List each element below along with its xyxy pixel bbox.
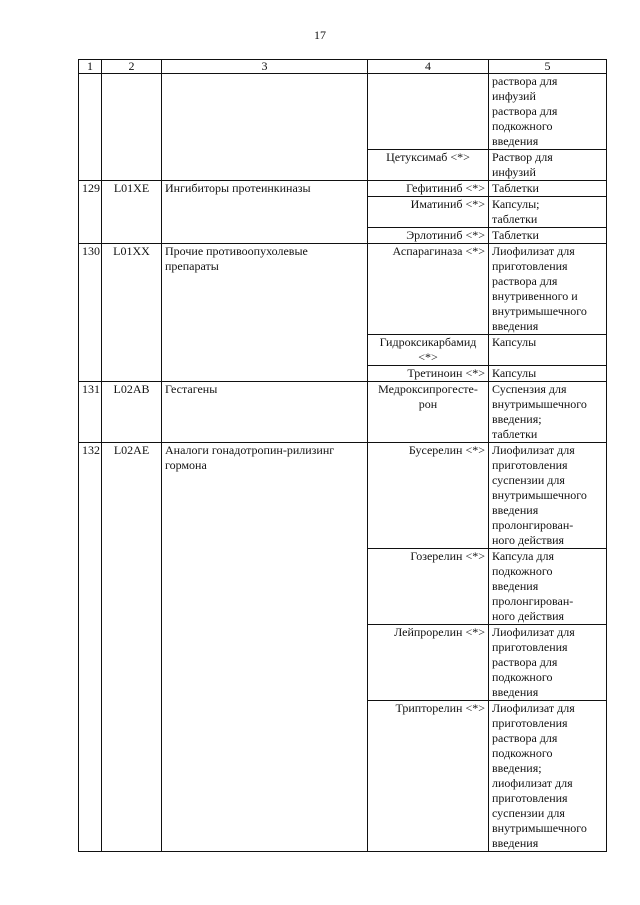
drug-cell: Гидроксикарбамид <*>	[368, 335, 489, 366]
row-number: 129	[79, 181, 102, 244]
form-cell: Лиофилизат для приготовления раствора для внутривенного и внутримышечного введения	[489, 244, 607, 335]
row-number: 131	[79, 382, 102, 443]
drug-cell: Иматиниб <*>	[368, 197, 489, 228]
table-row	[79, 74, 607, 150]
form-cell: Капсулы	[489, 335, 607, 366]
drug-table	[78, 59, 607, 852]
drug-cell: Аспарагиназа <*>	[368, 244, 489, 335]
drug-cell: Гозерелин <*>	[368, 549, 489, 625]
group-name: Прочие противоопухолевые препараты	[162, 244, 368, 382]
form-cell: Таблетки	[489, 181, 607, 197]
header-row	[79, 60, 607, 74]
atc-code: L01XX	[102, 244, 162, 382]
atc-code: L01XE	[102, 181, 162, 244]
table-row	[79, 244, 607, 335]
row-number: 132	[79, 443, 102, 852]
form-cell: Капсула для подкожного введения пролонгирован- ного действия	[489, 549, 607, 625]
group-name: Гестагены	[162, 382, 368, 443]
group-name: Ингибиторы протеинкиназы	[162, 181, 368, 244]
atc-code: L02AB	[102, 382, 162, 443]
table-row	[79, 443, 607, 549]
form-cell: Лиофилизат для приготовления раствора для подкожного введения	[489, 625, 607, 701]
header-cell: 4	[368, 60, 489, 74]
form-cell: Лиофилизат для приготовления суспензии для внутримышечного введения пролонгирован- ного действия	[489, 443, 607, 549]
form-cell: раствора для инфузий раствора для подкожного введения	[489, 74, 607, 150]
drug-cell: Цетуксимаб <*>	[368, 150, 489, 181]
atc-code: L02AE	[102, 443, 162, 852]
header-cell: 1	[79, 60, 102, 74]
header-cell: 2	[102, 60, 162, 74]
drug-cell: Гефитиниб <*>	[368, 181, 489, 197]
empty-cell	[162, 74, 368, 181]
form-cell: Таблетки	[489, 228, 607, 244]
form-cell: Раствор для инфузий	[489, 150, 607, 181]
empty-cell	[368, 74, 489, 150]
table-row	[79, 181, 607, 197]
drug-cell: Трипторелин <*>	[368, 701, 489, 852]
table-row	[79, 382, 607, 443]
form-cell: Лиофилизат для приготовления раствора для подкожного введения; лиофилизат для приготовления суспензии для внутримышечного введения	[489, 701, 607, 852]
row-number: 130	[79, 244, 102, 382]
drug-cell: Третиноин <*>	[368, 366, 489, 382]
header-cell: 3	[162, 60, 368, 74]
drug-cell: Лейпрорелин <*>	[368, 625, 489, 701]
page-number: 17	[314, 28, 326, 42]
empty-cell	[79, 74, 102, 181]
form-cell: Капсулы; таблетки	[489, 197, 607, 228]
drug-cell: Медроксипрогесте- рон	[368, 382, 489, 443]
form-cell: Суспензия для внутримышечного введения; таблетки	[489, 382, 607, 443]
header-cell: 5	[489, 60, 607, 74]
empty-cell	[102, 74, 162, 181]
group-name: Аналоги гонадотропин-рилизинг гормона	[162, 443, 368, 852]
drug-cell: Бусерелин <*>	[368, 443, 489, 549]
drug-cell: Эрлотиниб <*>	[368, 228, 489, 244]
form-cell: Капсулы	[489, 366, 607, 382]
